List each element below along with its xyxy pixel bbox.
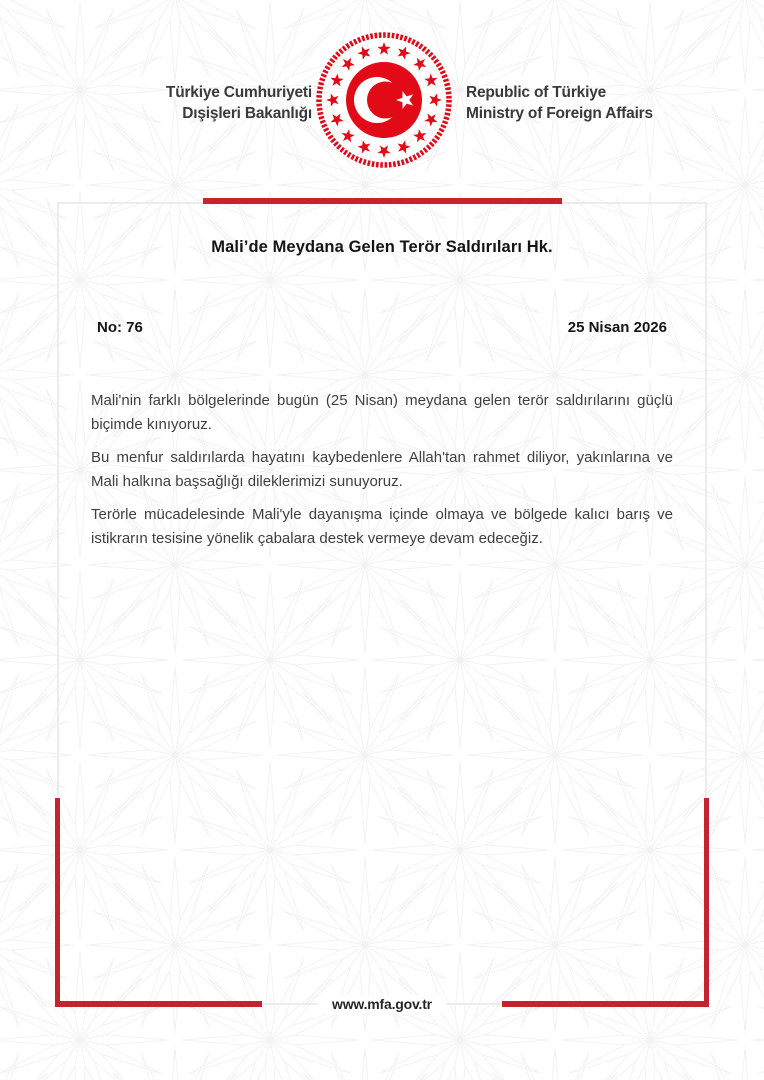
- accent-top-bar: [203, 198, 562, 204]
- accent-bottom-right-bar: [502, 1001, 709, 1007]
- paragraph-3: Terörle mücadelesinde Mali'yle dayanışma içinde olmaya ve bölgede kalıcı barış ve istikrarın tesisine yönelik çabalara destek vermeye devam edeceğiz.: [91, 506, 673, 547]
- org-name-english-line1: Republic of Türkiye: [466, 84, 607, 101]
- release-number: No: 76: [97, 319, 143, 336]
- org-name-english-line2: Ministry of Foreign Affairs: [466, 105, 653, 122]
- org-name-turkish-line1: Türkiye Cumhuriyeti: [165, 84, 312, 101]
- org-name-turkish-line2: Dışişleri Bakanlığı: [182, 105, 312, 122]
- paragraph-1: Mali'nin farklı bölgelerinde bugün (25 Nisan) meydana gelen terör saldırılarını güçlü biçimde kınıyoruz.: [91, 392, 673, 433]
- press-release-title: Mali’de Meydana Gelen Terör Saldırıları Hk.: [211, 238, 553, 256]
- accent-left-bar: [55, 798, 60, 1007]
- org-name-turkish: [166, 82, 312, 124]
- turkiye-mfa-emblem-icon: [314, 30, 454, 170]
- press-release-body: [91, 389, 673, 560]
- paragraph-2: Bu menfur saldırılarda hayatını kaybedenlere Allah'tan rahmet diliyor, yakınlarına ve Mali halkına başsağlığı dileklerimizi sunuyoruz.: [91, 449, 673, 490]
- meta-row: [97, 319, 667, 336]
- accent-bottom-left-bar: [55, 1001, 262, 1007]
- accent-right-bar: [704, 798, 709, 1007]
- website-label: www.mfa.gov.tr: [318, 995, 446, 1014]
- org-name-english: [466, 82, 653, 124]
- release-date: 25 Nisan 2026: [567, 319, 667, 336]
